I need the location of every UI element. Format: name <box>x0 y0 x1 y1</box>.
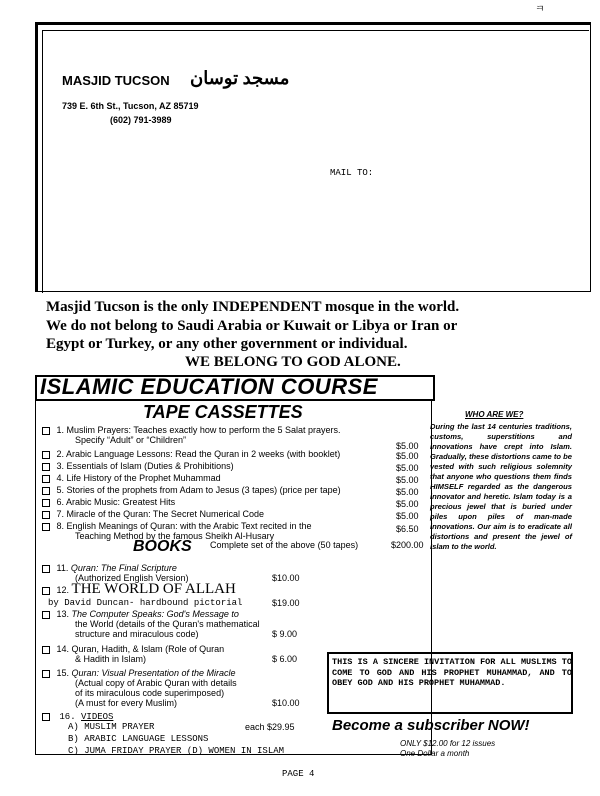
item-text: Specify “Adult” or “Children” <box>75 435 187 445</box>
item-number: 12. <box>56 585 70 595</box>
item-number: 13. <box>56 609 70 619</box>
complete-set-label: Complete set of the above (50 tapes) <box>210 540 359 550</box>
video-option: A) MUSLIM PRAYER <box>68 722 155 732</box>
order-checkbox[interactable] <box>42 487 50 495</box>
item-number: 8. <box>56 521 65 531</box>
book-item <box>42 668 235 678</box>
order-checkbox[interactable] <box>42 463 50 471</box>
tape-item <box>42 449 340 459</box>
item-price: $ 6.00 <box>272 654 298 664</box>
item-number: 6. <box>56 497 65 507</box>
item-number: 5. <box>56 485 65 495</box>
order-checkbox[interactable] <box>42 587 50 595</box>
video-price: each $29.95 <box>245 722 295 732</box>
item-number: 1. <box>56 425 65 435</box>
item-price: $19.00 <box>272 598 300 608</box>
book-item <box>42 609 239 619</box>
item-price: $5.00 <box>396 475 419 485</box>
order-checkbox[interactable] <box>42 511 50 519</box>
order-checkbox[interactable] <box>42 427 50 435</box>
subscribe-line-2: One Dollar a month <box>400 749 470 758</box>
book-item-cont: (Authorized English Version) <box>75 573 189 583</box>
mailing-box-inner <box>42 30 589 293</box>
item-text: Teaching Method by the famous Sheikh Al-Husary <box>75 531 275 541</box>
tape-item <box>42 497 175 507</box>
item-price: $5.00 <box>396 441 419 451</box>
video-option: C) JUMA FRIDAY PRAYER (D) WOMEN IN ISLAM <box>68 746 285 756</box>
order-checkbox[interactable] <box>42 565 50 573</box>
item-price: $10.00 <box>272 698 300 708</box>
books-title: BOOKS <box>133 538 192 555</box>
order-checkbox[interactable] <box>42 646 50 654</box>
item-price: $5.00 <box>396 511 419 521</box>
item-number: 16. <box>59 712 76 722</box>
subscribe-price <box>400 739 495 759</box>
tape-item <box>42 521 312 531</box>
org-name-arabic: مسجد توسان <box>190 68 290 88</box>
who-are-we-body: During the last 14 centuries traditions, customs, superstitions and innovations have crept into Islam. Gradually, these distortions came to be vested with such religious solemnity that anyone who questions them finds HIMSELF regarded as the dangerous innovator and heretic. Islam today is a precious jewel that is buried under piles upon piles of man-made innovations. Our aim is to eradicate all distortions and present the jewel of Islam to the world. <box>430 422 572 551</box>
order-checkbox[interactable] <box>42 499 50 507</box>
item-price: $5.00 <box>396 499 419 509</box>
statement-line-1: Masjid Tucson is the only INDEPENDENT mosque in the world. <box>46 299 460 315</box>
statement-line-3: Egypt or Turkey, or any other government or individual. <box>46 336 408 352</box>
tape-item <box>42 473 221 483</box>
book-item <box>42 581 236 597</box>
tape-item <box>42 485 341 495</box>
item-text: Muslim Prayers: Teaches exactly how to perform the 5 Salat prayers. <box>66 425 341 435</box>
tape-item <box>42 461 234 471</box>
item-number: 3. <box>56 461 65 471</box>
video-item <box>42 712 113 722</box>
item-price: $ 9.00 <box>272 629 298 639</box>
item-text: Arabic Language Lessons: Read the Quran in 2 weeks (with booklet) <box>66 449 341 459</box>
book-item-cont: (Actual copy of Arabic Quran with details <box>75 678 237 688</box>
item-text: Quran: The Final Scripture <box>70 563 177 573</box>
order-checkbox[interactable] <box>42 451 50 459</box>
tape-cassettes-title: TAPE CASSETTES <box>143 402 303 422</box>
invitation-text: THIS IS A SINCERE INVITATION FOR ALL MUSLIMS TO COME TO GOD AND HIS PROPHET MUHAMMAD, AND TO OBEY GOD AND HIS PROPHET MUHAMMAD. <box>332 657 572 688</box>
order-checkbox[interactable] <box>42 475 50 483</box>
item-text: Life History of the Prophet Muhammad <box>66 473 221 483</box>
order-checkbox[interactable] <box>42 713 50 721</box>
statement-line-4: WE BELONG TO GOD ALONE. <box>185 354 401 370</box>
mail-to-label: MAIL TO: <box>330 168 374 178</box>
item-price: $5.00 <box>396 487 419 497</box>
book-item-cont: & Hadith in Islam) <box>75 654 147 664</box>
item-text: Arabic Music: Greatest Hits <box>66 497 176 507</box>
order-checkbox[interactable] <box>42 523 50 531</box>
subscribe-line-1: ONLY $12.00 for 12 issues <box>400 739 496 748</box>
org-phone: (602) 791-3989 <box>110 115 172 125</box>
order-checkbox[interactable] <box>42 670 50 678</box>
book-item-cont: the World (details of the Quran's mathematical <box>75 619 260 629</box>
item-number: 11. <box>56 563 69 573</box>
item-number: 14. <box>56 644 70 654</box>
tape-item <box>42 425 341 435</box>
who-are-we-title: WHO ARE WE? <box>465 410 524 419</box>
mailing-box-bottom-rule <box>35 291 591 292</box>
item-text: Quran, Hadith, & Islam (Role of Quran <box>71 644 225 654</box>
item-price: $10.00 <box>272 573 300 583</box>
item-text: Miracle of the Quran: The Secret Numerical Code <box>66 509 264 519</box>
book-item-cont: structure and miraculous code) <box>75 629 199 639</box>
videos-label: VIDEOS <box>81 712 114 722</box>
statement-line-2: We do not belong to Saudi Arabia or Kuwait or Libya or Iran or <box>46 318 458 334</box>
book-item-cont: of its miraculous code superimposed) <box>75 688 225 698</box>
item-text: Stories of the prophets from Adam to Jesus (3 tapes) (price per tape) <box>66 485 341 495</box>
item-number: 15. <box>56 668 70 678</box>
item-text: Quran: Visual Presentation of the Miracle <box>71 668 236 678</box>
order-checkbox[interactable] <box>42 611 50 619</box>
book-item-cont: by David Duncan- hardbound pictorial <box>48 598 243 608</box>
item-number: 4. <box>56 473 65 483</box>
org-name: MASJID TUCSON <box>62 73 170 88</box>
item-price: $6.50 <box>396 524 419 534</box>
course-title: ISLAMIC EDUCATION COURSE <box>40 374 378 399</box>
book-item <box>42 563 177 573</box>
item-text: THE WORLD OF ALLAH <box>71 581 236 597</box>
item-number: 7. <box>56 509 65 519</box>
video-option: B) ARABIC LANGUAGE LESSONS <box>68 734 209 744</box>
item-text: English Meanings of Quran: with the Arabic Text recited in the <box>66 521 312 531</box>
item-price: $5.00 <box>396 451 419 461</box>
item-text: The Computer Speaks: God's Message to <box>71 609 239 619</box>
book-item-cont: (A must for every Muslim) <box>75 698 178 708</box>
tape-item <box>42 509 264 519</box>
corner-scribble: ㅋ <box>535 4 545 15</box>
page-number: PAGE 4 <box>282 769 315 779</box>
complete-set-price: $200.00 <box>391 540 424 550</box>
item-text: Essentials of Islam (Duties & Prohibitions) <box>66 461 234 471</box>
org-address: 739 E. 6th St., Tucson, AZ 85719 <box>62 101 199 111</box>
item-number: 2. <box>56 449 65 459</box>
subscribe-headline[interactable]: Become a subscriber NOW! <box>332 717 530 734</box>
book-item <box>42 644 224 654</box>
item-price: $5.00 <box>396 463 419 473</box>
tape-item-cont <box>75 435 186 445</box>
